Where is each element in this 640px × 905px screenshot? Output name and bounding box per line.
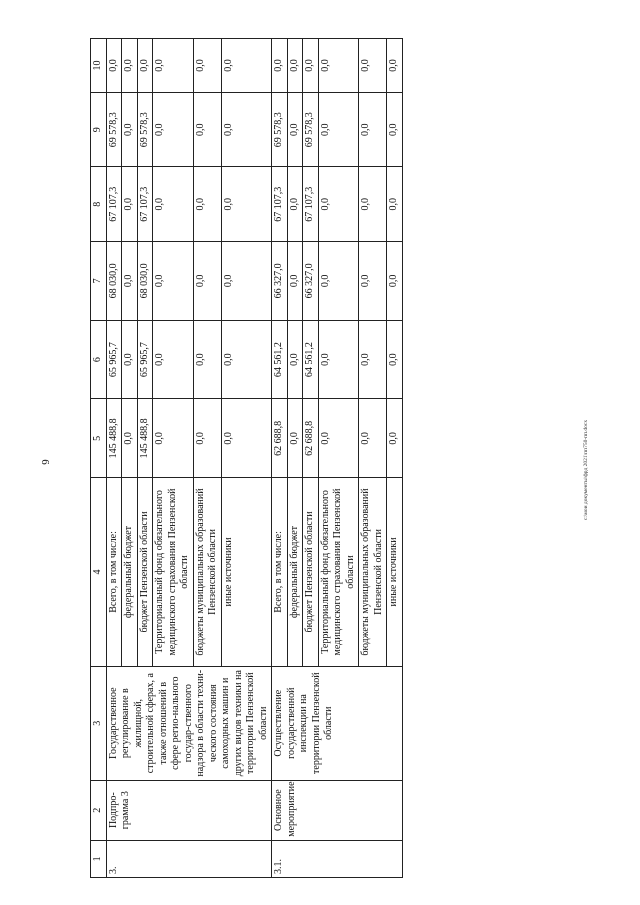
amount-cell: 0,0	[153, 39, 194, 93]
amount-cell: 0,0	[106, 39, 122, 93]
amount-cell: 0,0	[153, 320, 194, 399]
amount-cell: 67 107,3	[137, 167, 153, 242]
amount-cell: 0,0	[221, 320, 272, 399]
header-cell-7: 7	[91, 242, 107, 321]
amount-cell: 0,0	[287, 39, 303, 93]
amount-cell: 0,0	[359, 92, 387, 167]
amount-cell: 0,0	[318, 92, 359, 167]
header-cell-9: 9	[91, 92, 107, 167]
amount-cell: 0,0	[272, 39, 288, 93]
item-number: 3.	[106, 840, 272, 877]
amount-cell: 0,0	[387, 167, 403, 242]
amount-cell: 64 561,2	[303, 320, 319, 399]
funding-source: бюджеты муниципальных образований Пензенской области	[193, 478, 221, 667]
header-cell-8: 8	[91, 167, 107, 242]
header-cell-4: 4	[91, 478, 107, 667]
header-row	[91, 39, 107, 878]
amount-cell: 65 965,7	[106, 320, 122, 399]
amount-cell: 0,0	[153, 92, 194, 167]
amount-cell: 62 688,8	[272, 399, 288, 478]
amount-cell: 0,0	[387, 39, 403, 93]
funding-source: Всего, в том числе:	[272, 478, 288, 667]
amount-cell: 0,0	[193, 167, 221, 242]
amount-cell: 0,0	[122, 320, 138, 399]
funding-source: Территориальный фонд обязательного медицинского страхования Пензенской области	[318, 478, 359, 667]
page-number: 6	[38, 459, 51, 465]
amount-cell: 0,0	[318, 320, 359, 399]
amount-cell: 145 488,8	[137, 399, 153, 478]
amount-cell: 0,0	[359, 399, 387, 478]
amount-cell: 0,0	[193, 399, 221, 478]
amount-cell: 0,0	[287, 399, 303, 478]
header-cell-3: 3	[91, 666, 107, 780]
amount-cell: 0,0	[122, 167, 138, 242]
funding-source: бюджеты муниципальных образований Пензенской области	[359, 478, 387, 667]
amount-cell: 0,0	[287, 242, 303, 321]
amount-cell: 0,0	[287, 167, 303, 242]
table-body	[91, 39, 403, 878]
amount-cell: 0,0	[122, 92, 138, 167]
amount-cell: 0,0	[387, 320, 403, 399]
funding-source: бюджет Пензенской области	[137, 478, 153, 667]
amount-cell: 0,0	[359, 39, 387, 93]
amount-cell: 0,0	[318, 39, 359, 93]
amount-cell: 69 578,3	[303, 92, 319, 167]
amount-cell: 0,0	[221, 39, 272, 93]
amount-cell: 0,0	[193, 320, 221, 399]
footer-file-path: c:\мои документы\фрд 2021\пп750-пп.docx	[583, 419, 589, 521]
item-title: Государственное регулирование в жилищной, строительной сферах, а также отношений в сфере регио-нального государ-ственного надзора в области техни-ческого состояния самоходных машин и других видов техники на территории Пензенской области	[106, 666, 272, 780]
amount-cell: 62 688,8	[303, 399, 319, 478]
amount-cell: 0,0	[193, 92, 221, 167]
funding-source: иные источники	[387, 478, 403, 667]
amount-cell: 67 107,3	[106, 167, 122, 242]
amount-cell: 0,0	[318, 399, 359, 478]
funding-source: федеральный бюджет	[287, 478, 303, 667]
amount-cell: 0,0	[122, 242, 138, 321]
header-cell-1: 1	[91, 840, 107, 877]
funding-source: федеральный бюджет	[122, 478, 138, 667]
funding-source: бюджет Пензенской области	[303, 478, 319, 667]
header-cell-10: 10	[91, 39, 107, 93]
table-row	[106, 39, 122, 878]
amount-cell: 0,0	[359, 167, 387, 242]
amount-cell: 64 561,2	[272, 320, 288, 399]
amount-cell: 0,0	[287, 92, 303, 167]
table-row	[272, 39, 288, 878]
amount-cell: 67 107,3	[303, 167, 319, 242]
amount-cell: 67 107,3	[272, 167, 288, 242]
amount-cell: 0,0	[303, 39, 319, 93]
amount-cell: 0,0	[221, 242, 272, 321]
header-cell-5: 5	[91, 399, 107, 478]
amount-cell: 0,0	[359, 242, 387, 321]
amount-cell: 65 965,7	[137, 320, 153, 399]
amount-cell: 0,0	[193, 39, 221, 93]
amount-cell: 66 327,0	[272, 242, 288, 321]
amount-cell: 0,0	[221, 399, 272, 478]
amount-cell: 0,0	[318, 242, 359, 321]
amount-cell: 0,0	[221, 167, 272, 242]
amount-cell: 0,0	[318, 167, 359, 242]
amount-cell: 0,0	[221, 92, 272, 167]
funding-table	[90, 38, 403, 878]
amount-cell: 68 030,0	[137, 242, 153, 321]
item-title: Осуществление государственной инспекции на территории Пензенской области	[272, 666, 403, 780]
amount-cell: 0,0	[359, 320, 387, 399]
amount-cell: 0,0	[153, 399, 194, 478]
amount-cell: 0,0	[153, 167, 194, 242]
funding-source: иные источники	[221, 478, 272, 667]
amount-cell: 69 578,3	[272, 92, 288, 167]
item-type: Основное мероприятие	[272, 780, 403, 840]
amount-cell: 0,0	[387, 399, 403, 478]
amount-cell: 69 578,3	[137, 92, 153, 167]
amount-cell: 0,0	[193, 242, 221, 321]
rotated-table-container	[90, 38, 610, 878]
amount-cell: 68 030,0	[106, 242, 122, 321]
item-type: Подпро-грамма 3	[106, 780, 272, 840]
header-cell-6: 6	[91, 320, 107, 399]
header-cell-2: 2	[91, 780, 107, 840]
amount-cell: 0,0	[387, 242, 403, 321]
item-number: 3.1.	[272, 840, 403, 877]
amount-cell: 0,0	[387, 92, 403, 167]
funding-source: Территориальный фонд обязательного медицинского страхования Пензенской области	[153, 478, 194, 667]
amount-cell: 66 327,0	[303, 242, 319, 321]
amount-cell: 145 488,8	[106, 399, 122, 478]
amount-cell: 0,0	[137, 39, 153, 93]
amount-cell: 0,0	[153, 242, 194, 321]
amount-cell: 69 578,3	[106, 92, 122, 167]
amount-cell: 0,0	[287, 320, 303, 399]
amount-cell: 0,0	[122, 399, 138, 478]
funding-source: Всего, в том числе:	[106, 478, 122, 667]
amount-cell: 0,0	[122, 39, 138, 93]
